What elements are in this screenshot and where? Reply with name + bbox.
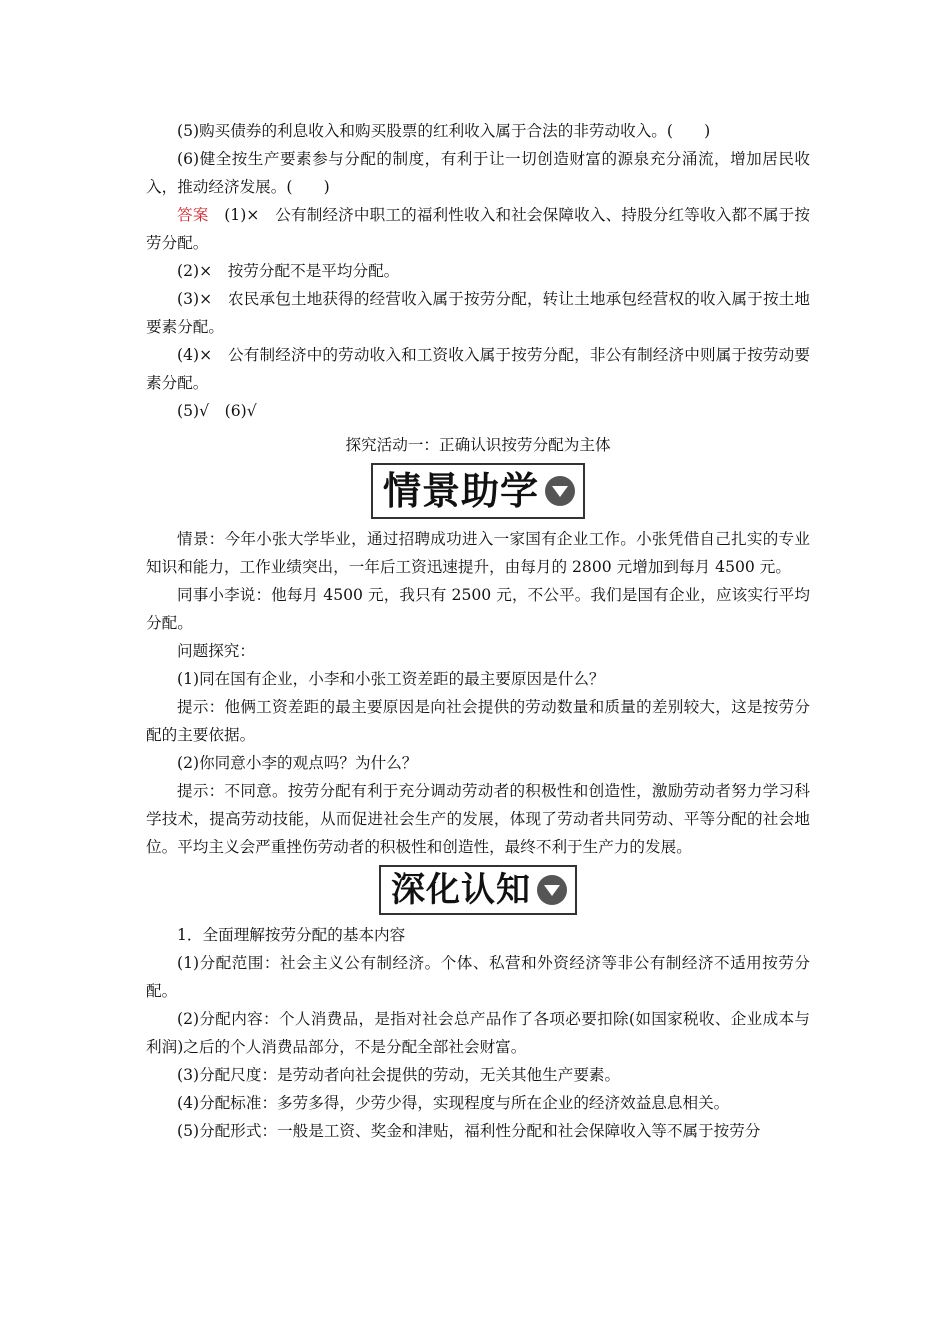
scenario-paragraph-1: 情景：今年小张大学毕业，通过招聘成功进入一家国有企业工作。小张凭借自己扎实的专业知识和能力，工作业绩突出，一年后工资迅速提升，由每月的 2800 元增加到每月 4500 元。 xyxy=(146,530,810,576)
answer-2: (2)× 按劳分配不是平均分配。 xyxy=(177,262,400,280)
answer-label: 答案 xyxy=(177,206,209,224)
answer-5-6: (5)√ (6)√ xyxy=(177,402,257,420)
inquiry-question-2: (2)你同意小李的观点吗？为什么？ xyxy=(177,754,418,772)
banner-scenario-wrap xyxy=(146,463,810,519)
answer-1: (1)× 公有制经济中职工的福利性收入和社会保障收入、持股分红等收入都不属于按劳分配。 xyxy=(146,206,810,252)
exercise-item-6: (6)健全按生产要素参与分配的制度，有利于让一切创造财富的源泉充分涌流，增加居民收入，推动经济发展。( ) xyxy=(146,150,810,196)
answer-paragraph xyxy=(146,201,810,257)
knowledge-item-3: (3)分配尺度：是劳动者向社会提供的劳动，无关其他生产要素。 xyxy=(177,1066,621,1084)
exercise-item-5: (5)购买债券的利息收入和购买股票的红利收入属于合法的非劳动收入。( ) xyxy=(177,122,711,140)
banner-scenario xyxy=(371,463,585,519)
inquiry-hint-1: 提示：他俩工资差距的最主要原因是向社会提供的劳动数量和质量的差别较大，这是按劳分配的主要依据。 xyxy=(146,698,810,744)
down-triangle-circle-icon xyxy=(545,476,575,506)
inquiry-question-1: (1)同在国有企业，小李和小张工资差距的最主要原因是什么？ xyxy=(177,670,605,688)
knowledge-item-1: (1)分配范围：社会主义公有制经济。个体、私营和外资经济等非公有制经济不适用按劳分配。 xyxy=(146,954,810,1000)
answer-3: (3)× 农民承包土地获得的经营收入属于按劳分配，转让土地承包经营权的收入属于按土地要素分配。 xyxy=(146,290,810,336)
banner-scenario-text: 情景助学 xyxy=(382,469,539,513)
knowledge-title: 1．全面理解按劳分配的基本内容 xyxy=(177,926,406,944)
down-triangle-circle-icon xyxy=(537,875,567,905)
answer-4: (4)× 公有制经济中的劳动收入和工资收入属于按劳分配，非公有制经济中则属于按劳动要素分配。 xyxy=(146,346,810,392)
inquiry-heading: 问题探究： xyxy=(177,642,255,660)
section-title: 探究活动一：正确认识按劳分配为主体 xyxy=(345,436,611,454)
banner-knowledge xyxy=(379,865,577,915)
knowledge-item-2: (2)分配内容：个人消费品，是指对社会总产品作了各项必要扣除(如国家税收、企业成本与利润)之后的个人消费品部分，不是分配全部社会财富。 xyxy=(146,1010,810,1056)
banner-knowledge-wrap xyxy=(146,865,810,915)
document-body xyxy=(146,117,810,1145)
knowledge-item-4: (4)分配标准：多劳多得，少劳少得，实现程度与所在企业的经济效益息息相关。 xyxy=(177,1094,730,1112)
knowledge-item-5: (5)分配形式：一般是工资、奖金和津贴，福利性分配和社会保障收入等不属于按劳分 xyxy=(177,1122,761,1140)
banner-knowledge-text: 深化认知 xyxy=(391,870,531,910)
inquiry-hint-2: 提示：不同意。按劳分配有利于充分调动劳动者的积极性和创造性，激励劳动者努力学习科学技术，提高劳动技能，从而促进社会生产的发展，体现了劳动者共同劳动、平等分配的社会地位。平均主义会严重挫伤劳动者的积极性和创造性，最终不利于生产力的发展。 xyxy=(146,782,810,856)
scenario-paragraph-2: 同事小李说：他每月 4500 元，我只有 2500 元，不公平。我们是国有企业，应该实行平均分配。 xyxy=(146,586,810,632)
